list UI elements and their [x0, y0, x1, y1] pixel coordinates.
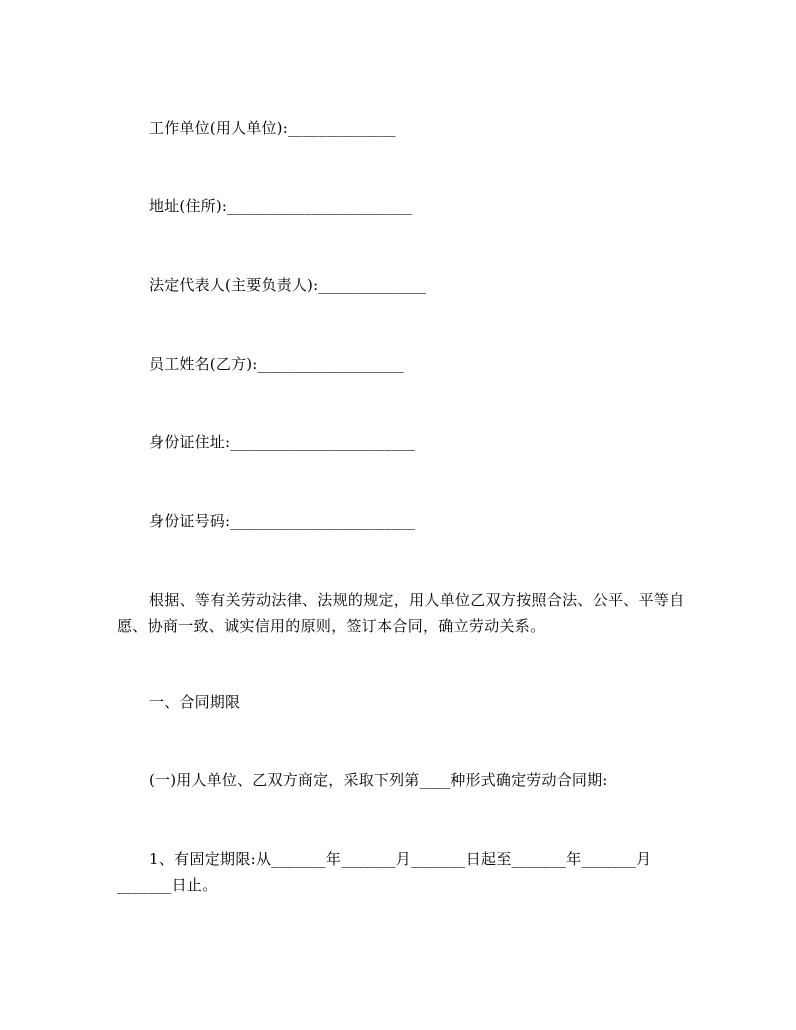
id-address-field: 身份证住址:________________________: [149, 433, 416, 451]
legal-representative-field: 法定代表人(主要负责人):______________: [149, 276, 427, 294]
item-fixed-term: 1、有固定期限:从_______年_______月_______日起至_______年_______月_______日止。: [117, 850, 652, 894]
clause-contract-form: (一)用人单位、乙双方商定，采取下列第____种形式确定劳动合同期:: [149, 771, 608, 789]
section-heading-contract-term: 一、合同期限: [149, 693, 241, 711]
employee-name-field: 员工姓名(乙方):___________________: [149, 355, 404, 373]
intro-paragraph: 根据、等有关劳动法律、法规的规定，用人单位乙双方按照合法、公平、平等自愿、协商一致、诚实信用的原则，签订本合同，确立劳动关系。: [117, 591, 685, 635]
address-field: 地址(住所):________________________: [149, 197, 412, 215]
employer-field: 工作单位(用人单位):______________: [149, 119, 396, 137]
id-number-field: 身份证号码:________________________: [149, 512, 416, 530]
